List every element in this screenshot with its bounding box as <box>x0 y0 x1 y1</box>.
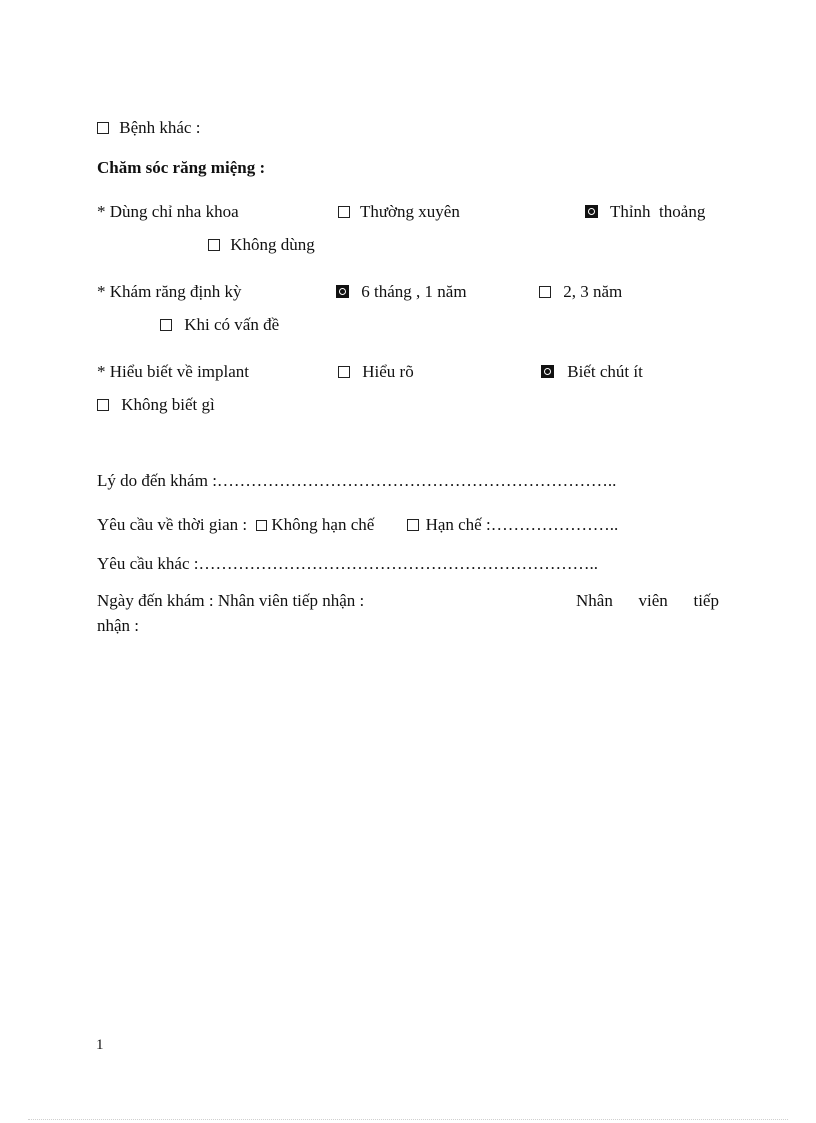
other-disease-row <box>97 118 200 138</box>
visit-date-left: Ngày đến khám : Nhân viên tiếp nhận : <box>97 591 365 610</box>
other-request-field[interactable]: Yêu cầu khác :…………………………………………………………….. <box>97 554 598 573</box>
floss-option-never-label: Không dùng <box>230 235 315 254</box>
implant-option-little-label: Biết chút ít <box>567 362 643 381</box>
time-request-row <box>97 515 618 535</box>
floss-option-sometimes-label: Thỉnh thoảng <box>609 202 706 221</box>
other-disease-checkbox[interactable] <box>97 122 109 134</box>
implant-option-none[interactable] <box>97 395 215 415</box>
checkup-option-6m-1y-label: 6 tháng , 1 năm <box>361 282 467 301</box>
checkup-option-2-3y[interactable] <box>539 282 622 302</box>
checkbox-empty[interactable] <box>97 399 109 411</box>
checkbox-empty[interactable] <box>208 239 220 251</box>
floss-option-regular[interactable] <box>338 202 460 222</box>
checkbox-empty[interactable] <box>160 319 172 331</box>
oral-care-heading: Chăm sóc răng miệng : <box>97 158 266 177</box>
time-request-label: Yêu cầu về thời gian : <box>97 515 248 534</box>
checkbox-selected[interactable] <box>541 365 554 378</box>
implant-option-none-label: Không biết gì <box>121 395 215 414</box>
floss-option-never[interactable] <box>208 235 315 255</box>
visit-date-word: Nhân <box>576 591 613 610</box>
visit-date-wrap: nhận : <box>97 616 140 635</box>
page-number: 1 <box>96 1037 104 1053</box>
checkup-option-2-3y-label: 2, 3 năm <box>563 282 623 301</box>
checkbox-selected[interactable] <box>336 285 349 298</box>
page-bottom-divider <box>28 1119 788 1120</box>
implant-option-little[interactable] <box>541 362 643 382</box>
checkbox-empty[interactable] <box>256 520 267 531</box>
visit-date-word: tiếp <box>693 591 719 610</box>
implant-label: * Hiểu biết về implant <box>97 362 250 381</box>
checkup-option-problem-label: Khi có vấn đề <box>184 315 280 334</box>
visit-date-right <box>576 591 719 611</box>
checkbox-empty[interactable] <box>407 519 419 531</box>
checkbox-selected[interactable] <box>585 205 598 218</box>
time-request-no-limit-label: Không hạn chế <box>271 515 375 534</box>
checkup-option-6m-1y[interactable] <box>336 282 467 302</box>
floss-option-regular-label: Thường xuyên <box>359 202 460 221</box>
checkbox-empty[interactable] <box>539 286 551 298</box>
floss-option-sometimes[interactable] <box>585 202 705 222</box>
visit-reason-field[interactable]: Lý do đến khám :…………………………………………………………….. <box>97 471 617 490</box>
implant-option-clear-label: Hiểu rõ <box>362 362 414 381</box>
checkbox-empty[interactable] <box>338 366 350 378</box>
checkup-option-problem[interactable] <box>160 315 279 335</box>
checkbox-empty[interactable] <box>338 206 350 218</box>
time-request-limit-field[interactable]: Hạn chế :………………….. <box>425 515 619 534</box>
implant-option-clear[interactable] <box>338 362 414 382</box>
checkup-label: * Khám răng định kỳ <box>97 282 242 301</box>
floss-label: * Dùng chỉ nha khoa <box>97 202 239 221</box>
visit-date-word: viên <box>638 591 668 610</box>
other-disease-label: Bệnh khác : <box>119 118 201 137</box>
